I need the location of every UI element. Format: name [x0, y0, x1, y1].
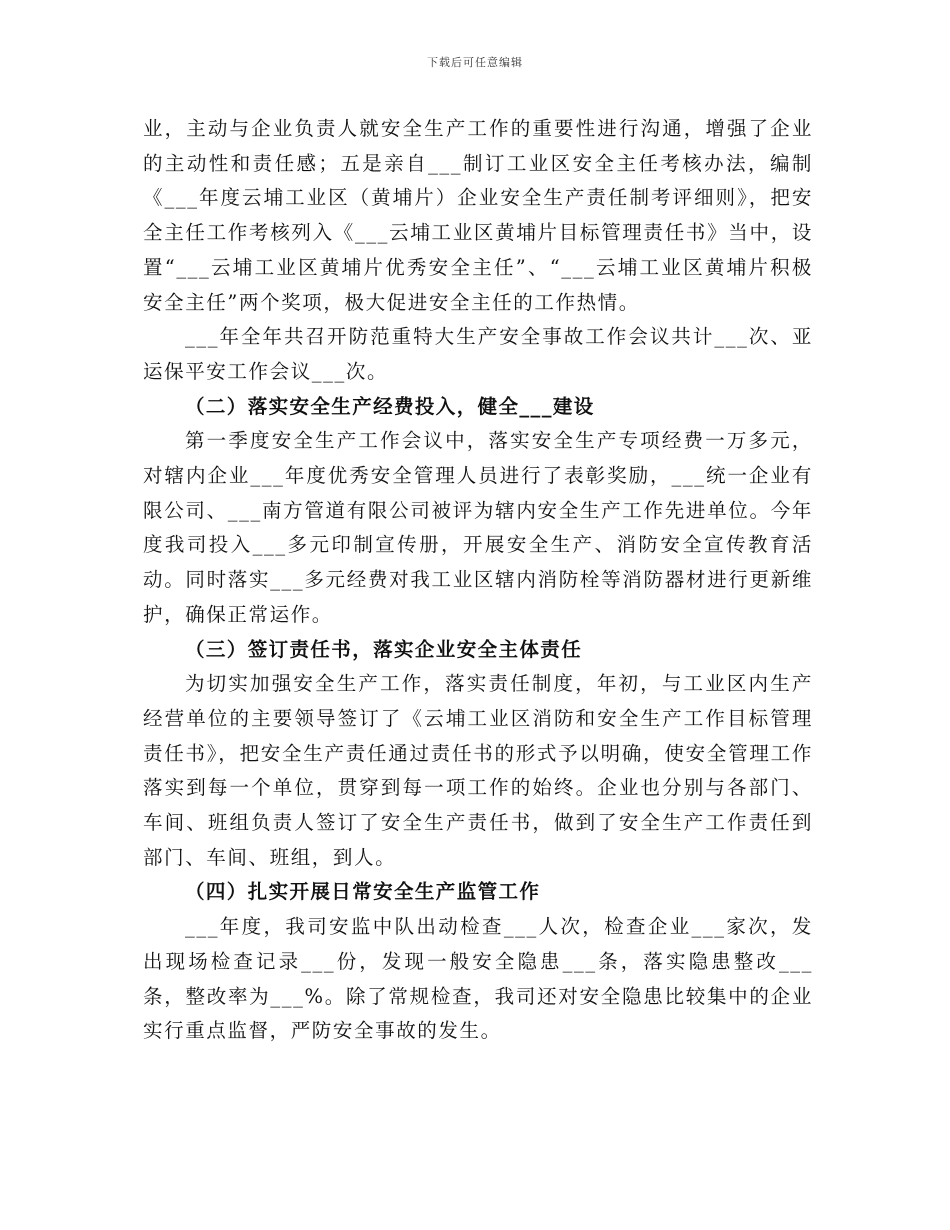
document-body	[143, 112, 813, 1049]
paragraph-5: ___年度，我司安监中队出动检查___人次，检查企业___家次，发出现场检查记录___份，发现一般安全隐患___条，落实隐患整改___条，整改率为___%。除了常规检查，我司还对安全隐患比较集中的企业实行重点监督，严防安全事故的发生。	[143, 915, 813, 1043]
section-heading-4: （四）扎实开展日常安全生产监管工作	[185, 880, 541, 904]
paragraph-1: 业，主动与企业负责人就安全生产工作的重要性进行沟通，增强了企业的主动性和责任感；五是亲自___制订工业区安全主任考核办法，编制《___年度云埔工业区（黄埔片）企业安全生产责任制考评细则》，把安全主任工作考核列入《___云埔工业区黄埔片目标管理责任书》当中，设置“___云埔工业区黄埔片优秀安全主任”、“___云埔工业区黄埔片积极安全主任”两个奖项，极大促进安全主任的工作热情。	[143, 117, 813, 314]
section-heading-2: （二）落实安全生产经费投入，健全___建设	[185, 394, 595, 418]
paragraph-4: 为切实加强安全生产工作，落实责任制度，年初，与工业区内生产经营单位的主要领导签订了《云埔工业区消防和安全生产工作目标管理责任书》，把安全生产责任通过责任书的形式予以明确，使安全管理工作落实到每一个单位，贯穿到每一项工作的始终。企业也分别与各部门、车间、班组负责人签订了安全生产责任书，做到了安全生产工作责任到部门、车间、班组，到人。	[143, 672, 813, 869]
paragraph-3: 第一季度安全生产工作会议中，落实安全生产专项经费一万多元，对辖内企业___年度优秀安全管理人员进行了表彰奖励，___统一企业有限公司、___南方管道有限公司被评为辖内安全生产工作先进单位。今年度我司投入___多元印制宣传册，开展安全生产、消防安全宣传教育活动。同时落实___多元经费对我工业区辖内消防栓等消防器材进行更新维护，确保正常运作。	[143, 429, 813, 626]
section-heading-3: （三）签订责任书，落实企业安全主体责任	[185, 637, 583, 661]
paragraph-2: ___年全年共召开防范重特大生产安全事故工作会议共计___次、亚运保平安工作会议___次。	[143, 325, 813, 383]
page-header: 下载后可任意编辑	[427, 56, 523, 69]
